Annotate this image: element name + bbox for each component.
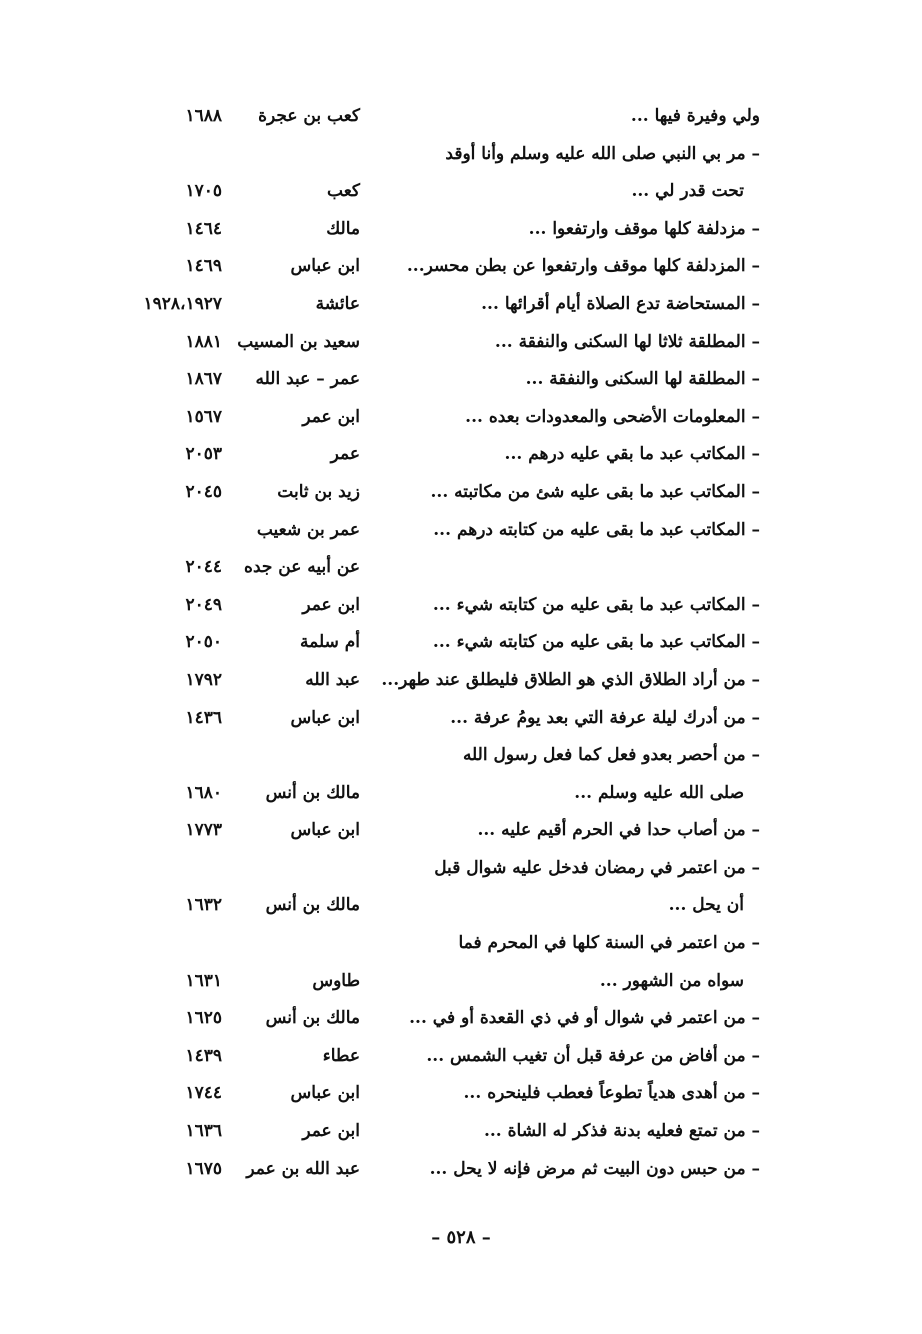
hadith-text-content: المكاتب عبد ما بقى عليه شئ من مكاتبته ...	[430, 481, 746, 502]
hadith-text	[434, 856, 760, 880]
entry-dash: –	[745, 669, 760, 690]
index-row	[0, 848, 922, 886]
hadith-number: ١٦٨٨	[185, 106, 222, 126]
hadith-number: ١٨٦٧	[185, 369, 222, 390]
hadith-text-content: المطلقة ثلاثا لها السكنى والنفقة ...	[494, 331, 746, 352]
hadith-number: ٢٠٤٥	[185, 481, 222, 502]
hadith-text-content: من اعتمر في شوال أو في ذي القعدة أو في ...	[409, 1008, 746, 1029]
narrator: عن أبيه عن جده	[244, 557, 360, 578]
hadith-number: ٢٠٥٣	[185, 444, 222, 465]
hadith-number: ١٩٢٨،١٩٢٧	[143, 293, 222, 314]
entry-dash: –	[745, 745, 760, 766]
entry-dash: –	[745, 707, 760, 728]
hadith-number: ١٧٩٢	[185, 669, 222, 690]
narrator: ابن عباس	[290, 707, 360, 728]
narrator: مالك بن أنس	[265, 1008, 360, 1029]
narrator: ابن عباس	[290, 820, 360, 841]
hadith-text	[459, 931, 761, 955]
hadith-text	[430, 1157, 760, 1181]
hadith-number: ١٦٨٠	[185, 782, 222, 803]
hadith-text-content: المكاتب عبد ما بقى عليه من كتابته درهم ...	[433, 519, 746, 540]
index-row	[0, 510, 922, 548]
entry-dash: –	[745, 1008, 760, 1029]
index-row	[0, 660, 922, 698]
narrator: كعب	[327, 181, 360, 202]
index-row	[0, 547, 922, 585]
narrator: عمر	[330, 444, 360, 465]
index-row	[0, 1111, 922, 1149]
hadith-text-content: المطلقة لها السكنى والنفقة ...	[525, 369, 746, 390]
hadith-text	[431, 480, 761, 504]
index-row	[0, 209, 922, 247]
hadith-text-content: المكاتب عبد ما بقى عليه من كتابته شيء ...	[432, 632, 746, 653]
index-row	[0, 961, 922, 999]
narrator: مالك	[326, 218, 360, 239]
hadith-text	[407, 254, 760, 278]
index-row	[0, 773, 922, 811]
hadith-number: ١٤٦٩	[185, 256, 222, 277]
hadith-text-content: تحت قدر لي ...	[631, 181, 744, 202]
hadith-text	[484, 1119, 760, 1143]
hadith-text	[409, 1006, 760, 1030]
hadith-text	[433, 593, 760, 617]
index-row	[0, 1149, 922, 1187]
hadith-text-content: من تمتع فعليه بدنة فذكر له الشاة ...	[483, 1121, 746, 1142]
entry-dash: –	[745, 481, 760, 502]
index-row	[0, 698, 922, 736]
hadith-text-content: المعلومات الأضحى والمعدودات بعده ...	[465, 406, 746, 427]
entry-dash: –	[745, 933, 760, 954]
index-row	[0, 96, 922, 134]
index-row	[0, 472, 922, 510]
hadith-text	[381, 668, 760, 692]
hadith-text	[574, 781, 744, 805]
hadith-text	[477, 818, 760, 842]
entry-dash: –	[745, 594, 760, 615]
hadith-text-content: من أفاض من عرفة قبل أن تغيب الشمس ...	[426, 1045, 746, 1066]
index-row	[0, 359, 922, 397]
entry-dash: –	[745, 369, 760, 390]
narrator: مالك بن أنس	[265, 782, 360, 803]
hadith-text-content: ولي وفيرة فيها ...	[630, 106, 760, 126]
hadith-text-content: مزدلفة كلها موقف وارتفعوا ...	[528, 218, 746, 239]
entry-dash: –	[745, 1158, 760, 1179]
hadith-text-content: المكاتب عبد ما بقي عليه درهم ...	[504, 444, 746, 465]
index-row	[0, 585, 922, 623]
index-row	[0, 735, 922, 773]
index-row	[0, 434, 922, 472]
hadith-text-content: أن يحل ...	[668, 895, 744, 916]
index-row	[0, 810, 922, 848]
narrator: عبد الله بن عمر	[246, 1158, 360, 1179]
entry-dash: –	[745, 331, 760, 352]
hadith-number: ١٥٦٧	[185, 406, 222, 427]
hadith-text	[463, 743, 760, 767]
hadith-text	[526, 367, 760, 391]
hadith-text-content: المستحاضة تدع الصلاة أيام أقرائها ...	[481, 293, 746, 314]
hadith-text	[529, 217, 760, 241]
hadith-text-content: من اعتمر في رمضان فدخل عليه شوال قبل	[434, 857, 746, 878]
narrator: زيد بن ثابت	[277, 481, 360, 502]
hadith-text-content: من أراد الطلاق الذي هو الطلاق فليطلق عند طهر...	[381, 669, 746, 690]
index-row	[0, 1036, 922, 1074]
narrator: ابن عباس	[290, 1083, 360, 1104]
narrator: ابن عباس	[290, 256, 360, 277]
hadith-text	[505, 442, 760, 466]
hadith-text-content: المزدلفة كلها موقف وارتفعوا عن بطن محسر...	[406, 256, 746, 277]
hadith-text-content: المكاتب عبد ما بقى عليه من كتابته شيء ...	[432, 594, 746, 615]
hadith-text	[600, 969, 744, 993]
hadith-index-list	[0, 96, 922, 1186]
narrator: طاوس	[312, 970, 360, 991]
entry-dash: –	[745, 218, 760, 239]
hadith-text	[464, 1081, 760, 1105]
hadith-text-content: من اعتمر في السنة كلها في المحرم فما	[458, 933, 746, 954]
index-row	[0, 397, 922, 435]
entry-dash: –	[745, 143, 760, 164]
hadith-number: ١٦٢٥	[185, 1008, 222, 1029]
entry-dash: –	[745, 857, 760, 878]
narrator: عمر – عبد الله	[255, 369, 360, 390]
index-row	[0, 284, 922, 322]
hadith-number: ١٤٦٤	[185, 218, 222, 239]
narrator: عبد الله	[305, 669, 360, 690]
entry-dash: –	[745, 1121, 760, 1142]
entry-dash: –	[745, 1045, 760, 1066]
entry-dash: –	[745, 406, 760, 427]
entry-dash: –	[745, 632, 760, 653]
hadith-number: ١٦٣١	[185, 970, 222, 991]
hadith-number: ١٧٧٣	[185, 820, 222, 841]
narrator: عطاء	[322, 1045, 360, 1066]
index-row	[0, 885, 922, 923]
hadith-number: ١٤٣٦	[185, 707, 222, 728]
index-row	[0, 923, 922, 961]
hadith-text	[631, 179, 744, 203]
index-row	[0, 171, 922, 209]
hadith-number: ٢٠٥٠	[185, 632, 222, 653]
hadith-text	[495, 330, 760, 354]
narrator: سعيد بن المسيب	[237, 331, 360, 352]
index-row	[0, 622, 922, 660]
hadith-text	[481, 292, 760, 316]
hadith-text	[433, 630, 760, 654]
entry-dash: –	[745, 1083, 760, 1104]
hadith-number: ١٦٣٢	[185, 895, 222, 916]
hadith-text-content: صلى الله عليه وسلم ...	[574, 782, 744, 803]
hadith-text	[426, 1044, 760, 1068]
narrator: أم سلمة	[300, 632, 360, 653]
index-row	[0, 134, 922, 172]
hadith-text-content: من أدرك ليلة عرفة التي بعد يومُ عرفة ...	[450, 707, 746, 728]
hadith-text	[445, 142, 760, 166]
hadith-number: ١٨٨١	[185, 331, 222, 352]
hadith-number: ١٤٣٩	[185, 1045, 222, 1066]
index-row	[0, 998, 922, 1036]
narrator: عائشة	[315, 293, 360, 314]
index-row	[0, 246, 922, 284]
hadith-text	[433, 518, 760, 542]
hadith-text	[669, 893, 744, 917]
hadith-text-content: سواه من الشهور ...	[599, 970, 744, 991]
hadith-text-content: من أهدى هدياً تطوعاً فعطب فلينحره ...	[463, 1083, 746, 1104]
narrator: مالك بن أنس	[265, 895, 360, 916]
narrator: عمر بن شعيب	[256, 519, 360, 540]
entry-dash: –	[745, 444, 760, 465]
page-number: – ٥٢٨ –	[431, 1227, 491, 1248]
hadith-text	[465, 405, 760, 429]
hadith-number: ١٧٠٥	[185, 181, 222, 202]
hadith-number: ٢٠٤٩	[185, 594, 222, 615]
narrator: ابن عمر	[302, 406, 360, 427]
hadith-text-content: من حبس دون البيت ثم مرض فإنه لا يحل ...	[429, 1158, 746, 1179]
narrator: ابن عمر	[302, 1121, 360, 1142]
hadith-text	[631, 104, 760, 128]
entry-dash: –	[745, 820, 760, 841]
entry-dash: –	[745, 293, 760, 314]
index-row	[0, 1073, 922, 1111]
narrator: ابن عمر	[302, 594, 360, 615]
hadith-text-content: من أحصر بعدو فعل كما فعل رسول الله	[462, 745, 746, 766]
hadith-text-content: مر بي النبي صلى الله عليه وسلم وأنا أوقد	[445, 143, 746, 164]
entry-dash: –	[745, 519, 760, 540]
narrator: كعب بن عجرة	[258, 106, 360, 126]
hadith-number: ٢٠٤٤	[185, 557, 222, 578]
hadith-number: ١٦٣٦	[185, 1121, 222, 1142]
index-row	[0, 322, 922, 360]
hadith-text	[450, 706, 760, 730]
hadith-number: ١٦٧٥	[185, 1158, 222, 1179]
hadith-number: ١٧٤٤	[185, 1083, 222, 1104]
entry-dash: –	[745, 256, 760, 277]
hadith-text-content: من أصاب حدا في الحرم أقيم عليه ...	[477, 820, 746, 841]
